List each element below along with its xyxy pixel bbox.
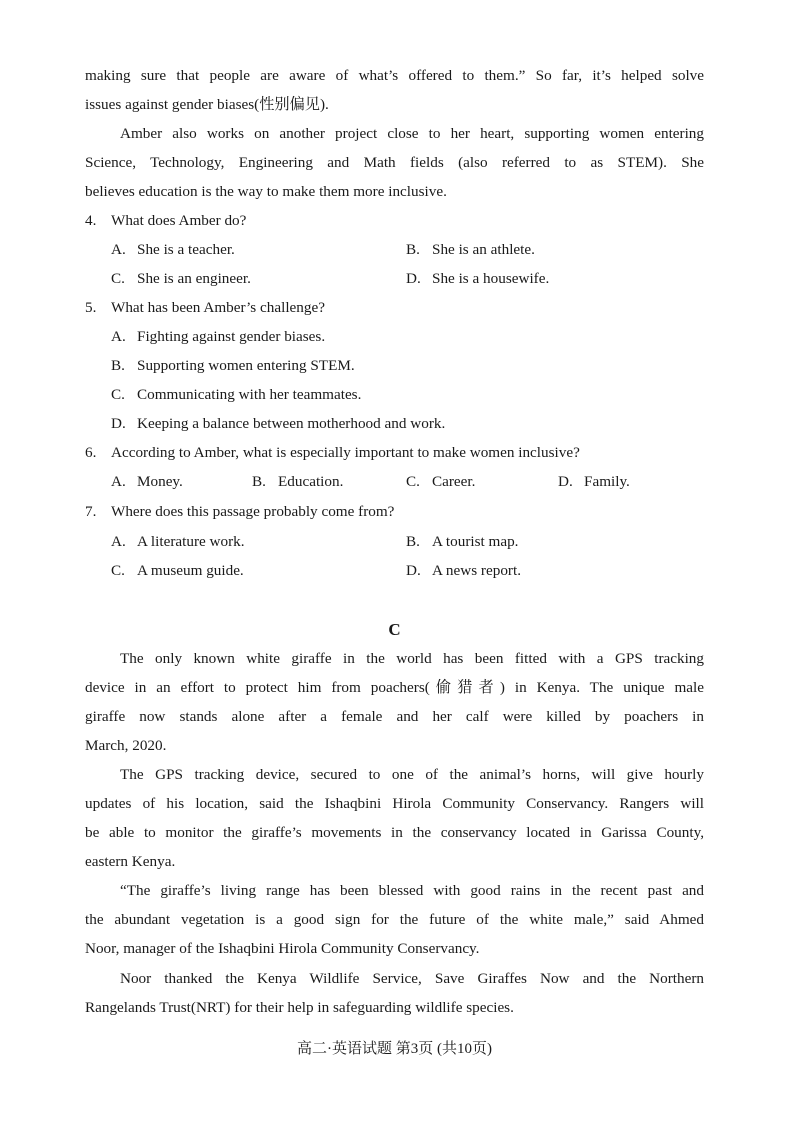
passage-c-line: the abundant vegetation is a good sign for the future of the white male,” said Ahmed [85,911,704,928]
question-number: 7. [85,503,97,520]
passage-c-line: be able to monitor the giraffe’s movements in the conservancy located in Garissa County, [85,824,704,841]
option-letter: C. [111,270,125,287]
question-text: What has been Amber’s challenge? [111,299,325,316]
option-letter: A. [111,473,126,490]
option-letter: D. [558,473,573,490]
option-letter: A. [111,241,126,258]
question-number: 6. [85,444,97,461]
question-text: According to Amber, what is especially important to make women inclusive? [111,444,580,461]
option-letter: A. [111,328,126,345]
option-c[interactable] [111,380,361,409]
option-letter: B. [111,357,125,374]
option-letter: C. [406,473,420,490]
option-text: Family. [584,473,630,490]
option-text: Education. [278,473,344,490]
option-letter: B. [252,473,266,490]
option-b[interactable] [111,351,355,380]
passage-b-line: Science, Technology, Engineering and Math fields (also referred to as STEM). She [85,154,704,171]
option-b[interactable] [252,467,343,496]
passage-c-line: Rangelands Trust(NRT) for their help in safeguarding wildlife species. [85,999,514,1016]
passage-c-line: “The giraffe’s living range has been blessed with good rains in the recent past and [120,882,704,899]
option-a[interactable] [111,467,183,496]
option-text: Communicating with her teammates. [137,386,362,403]
passage-c-line: Noor thanked the Kenya Wildlife Service, Save Giraffes Now and the Northern [120,970,704,987]
option-d[interactable] [558,467,630,496]
question-number: 5. [85,299,97,316]
option-letter: D. [111,415,126,432]
option-d[interactable] [406,264,549,293]
option-text: She is a teacher. [137,241,235,258]
question-text: Where does this passage probably come from? [111,503,395,520]
question-number: 4. [85,212,97,229]
option-b[interactable] [406,235,535,264]
question-text: What does Amber do? [111,212,247,229]
option-text: A tourist map. [432,533,519,550]
option-a[interactable] [111,235,235,264]
option-letter: B. [406,241,420,258]
passage-c-line: The only known white giraffe in the world has been fitted with a GPS tracking [120,650,704,667]
option-text: A literature work. [137,533,245,550]
option-text: Supporting women entering STEM. [137,357,355,374]
option-d[interactable] [406,556,521,585]
passage-c-line: The GPS tracking device, secured to one of the animal’s horns, will give hourly [120,766,704,783]
option-letter: D. [406,270,421,287]
option-letter: C. [111,386,125,403]
page-footer: 高二·英语试题 第3页 (共10页) [297,1041,492,1057]
passage-c-line: device in an effort to protect him from poachers(偷猎者) in Kenya. The unique male [85,679,704,696]
option-d[interactable] [111,409,445,438]
option-text: She is an engineer. [137,270,251,287]
passage-b-line: making sure that people are aware of what’s offered to them.” So far, it’s helped solve [85,67,704,84]
option-text: A news report. [432,562,521,579]
passage-c-line: eastern Kenya. [85,853,176,870]
passage-b-line: believes education is the way to make them more inclusive. [85,183,447,200]
option-text: She is a housewife. [432,270,550,287]
passage-c-line: March, 2020. [85,737,167,754]
passage-b-line: issues against gender biases(性别偏见). [85,96,329,113]
option-letter: D. [406,562,421,579]
option-text: She is an athlete. [432,241,535,258]
option-a[interactable] [111,322,325,351]
option-letter: A. [111,533,126,550]
option-letter: C. [111,562,125,579]
option-text: A museum guide. [137,562,244,579]
option-c[interactable] [111,556,244,585]
option-a[interactable] [111,527,245,556]
option-text: Keeping a balance between motherhood and work. [137,415,446,432]
passage-c-line: Noor, manager of the Ishaqbini Hirola Community Conservancy. [85,940,480,957]
passage-c-line: giraffe now stands alone after a female and her calf were killed by poachers in [85,708,704,725]
option-text: Money. [137,473,183,490]
section-title: C [388,620,401,639]
option-c[interactable] [111,264,251,293]
option-b[interactable] [406,527,518,556]
option-letter: B. [406,533,420,550]
option-text: Fighting against gender biases. [137,328,326,345]
option-c[interactable] [406,467,475,496]
passage-c-line: updates of his location, said the Ishaqbini Hirola Community Conservancy. Rangers will [85,795,704,812]
passage-b-line: Amber also works on another project close to her heart, supporting women entering [120,125,704,142]
option-text: Career. [432,473,476,490]
